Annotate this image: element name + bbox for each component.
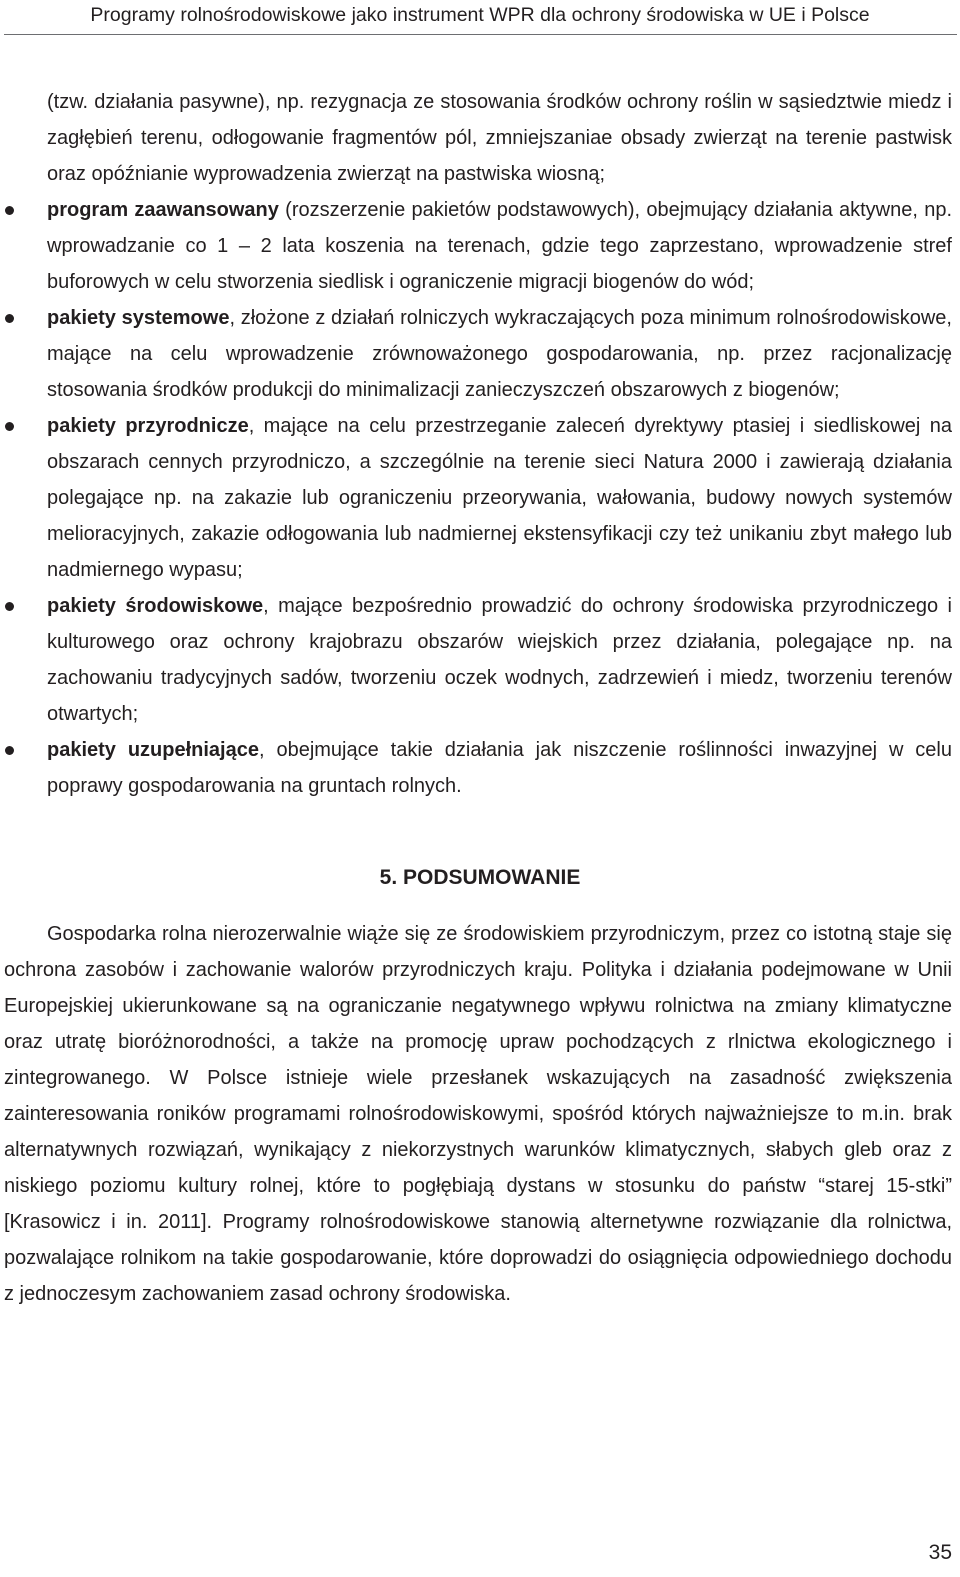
- list-item-text: (rozszerzenie pakietów podstawowych), obejmujący działania aktywne, np. wprowadzanie co 1 – 2 lata koszenia na terenach, gdzie tego zaprzestano, wprowadzenie stref buforowych w celu stworzenia siedlisk i ograniczenie migracji biogenów do wód;: [47, 199, 953, 293]
- summary-paragraph: Gospodarka rolna nierozerwalnie wiąże się ze środowiskiem przyrodniczym, przez co istotną staje się ochrona zasobów i zachowanie walorów przyrodniczych kraju. Polityka i działania podejmowane w Unii Europejskiej ukierunkowane są na ograniczanie negatywnego wpływu rolnictwa na zmiany klimatyczne oraz utratę bioróżnorodności, a także na promocję upraw pochodzących z rlnictwa ekologicznego i zintegrowanego. W Polsce istnieje wiele przesłanek wskazujących na zasadność zwiększenia zainteresowania roników programami rolnośrodowiskowymi, spośród których najważniejsze to m.in. brak alternatywnych rozwiązań, wynikający z niekorzystnych warunków klimatycznych, słabych gleb oraz z niskiego poziomu kultury rolnej, które to pogłębiają dystans w stosunku do państw “starej 15-stki” [Krasowicz i in. 2011]. Programy rolnośrodowiskowe stanowią alternetywne rozwiązanie dla rolnictwa, pozwalające rolnikom na takie gospodarowanie, które doprowadzi do osiągnięcia odpowiedniego dochodu z jednoczesym zachowaniem zasad ochrony środowiska.: [4, 923, 952, 1305]
- bullet-icon: [5, 422, 14, 431]
- list-item-term: program zaawansowany: [47, 199, 279, 221]
- list-item-text: , obejmujące takie działania jak niszczenie roślinności inwazyjnej w celu poprawy gospodarowania na gruntach rolnych.: [47, 739, 952, 797]
- bullet-icon: [5, 602, 14, 611]
- page-content: [0, 84, 960, 1312]
- list-item-term: pakiety przyrodnicze: [47, 415, 249, 437]
- running-header: Programy rolnośrodowiskowe jako instrument WPR dla ochrony środowiska w UE i Polsce: [90, 4, 870, 26]
- intro-paragraph: (tzw. działania pasywne), np. rezygnacja ze stosowania środków ochrony roślin w sąsiedztwie miedz i zagłębień terenu, odłogowanie fragmentów pól, zmniejszaniae obsady zwierząt na terenie pastwisk oraz opóźnianie wyprowadzenia zwierząt na pastwiska wiosną;: [47, 91, 952, 185]
- list-item: [47, 408, 952, 588]
- section-heading: 5. PODSUMOWANIE: [379, 866, 581, 889]
- page-number: 35: [928, 1541, 952, 1564]
- list-item-text: , mające bezpośrednio prowadzić do ochrony środowiska przyrodniczego i kulturowego oraz ochrony krajobrazu obszarów wiejskich przez działania, polegające np. na zachowaniu tradycyjnych sadów, tworzeniu oczek wodnych, zadrzewień i miedz, tworzeniu terenów otwartych;: [47, 595, 952, 725]
- list-item-term: pakiety uzupełniające: [47, 739, 259, 761]
- list-item-term: pakiety systemowe: [47, 307, 230, 329]
- list-item-text: , mające na celu przestrzeganie zaleceń dyrektywy ptasiej i siedliskowej na obszarach cennych przyrodniczo, a szczególnie na terenie sieci Natura 2000 i zawierają działania polegające np. na zakazie lub ograniczeniu przeorywania, wałowania, budowy nowych systemów melioracyjnych, zakazie odłogowania lub nadmiernej ekstensyfikacji czy też unikaniu zbyt małego lub nadmiernego wypasu;: [47, 415, 953, 581]
- bullet-icon: [5, 206, 14, 215]
- bullet-icon: [5, 314, 14, 323]
- list-item: [47, 588, 952, 732]
- bullet-list: [0, 192, 960, 804]
- list-item: [47, 300, 952, 408]
- list-item-text: , złożone z działań rolniczych wykraczających poza minimum rolnośrodowiskowe, mające na celu wprowadzenie zrównoważonego gospodarowania, np. przez racjonalizację stosowania środków produkcji do minimalizacji zanieczyszczeń obszarowych z biogenów;: [47, 307, 952, 401]
- header-rule: [4, 34, 957, 35]
- list-item-term: pakiety środowiskowe: [47, 595, 264, 617]
- list-item: [47, 732, 952, 804]
- list-item: [47, 192, 952, 300]
- bullet-icon: [5, 746, 14, 755]
